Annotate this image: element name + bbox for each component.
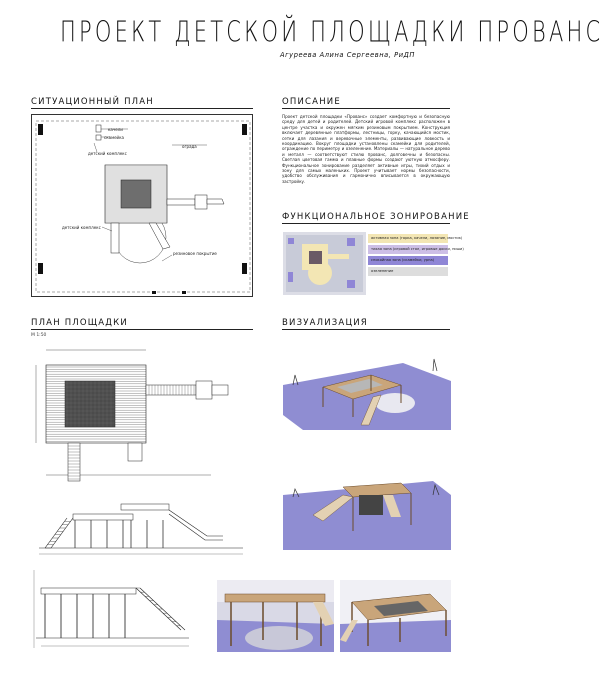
zoning-diagram <box>283 232 366 295</box>
heading-description: ОПИСАНИЕ <box>282 97 341 107</box>
label-bench: скамейка <box>104 135 125 140</box>
label-complex: детский комплекс <box>88 151 127 156</box>
heading-rule <box>31 108 253 109</box>
render-view-3 <box>217 580 334 652</box>
site-plan-svg <box>32 115 254 298</box>
heading-zoning: ФУНКЦИОНАЛЬНОЕ ЗОНИРОВАНИЕ <box>282 212 470 222</box>
page-title: ПРОЕКТ ДЕТСКОЙ ПЛОЩАДКИ ПРОВАНС <box>60 16 603 49</box>
plan-top-view <box>31 345 253 485</box>
author-name: Агуреева Алина Сергеевна, РиДП <box>280 51 415 59</box>
playground-complex <box>105 165 224 253</box>
bench-marker <box>38 124 43 135</box>
heading-rule <box>282 108 450 109</box>
heading-rule <box>282 329 450 330</box>
heading-plan: ПЛАН ПЛОЩАДКИ <box>31 318 128 328</box>
zoning-legend-calm: спокойная зона (скамейки, урна) <box>368 256 448 265</box>
render-view-4 <box>340 580 451 652</box>
description-text: Проект детской площадки «Прованс» создает комфортную и безопасную среду для детей и родителей. Детский игровой комплекс расположен в центре участка и окружен мягким резиновым покрытием. Конструкция включает деревянные платформы, лестницы, горку, качающийся мостик, сетки для лазания и веревочные элементы, развивающие ловкость и координацию. Вокруг площадки установлены скамейки для родителей, ограждение по периметру и озеленение. Материалы — натуральное дерево и металл — соответствуют стилю прованс, долговечны и безопасны. Светлая цветовая гамма и плавные формы создают уютную атмосферу. Функциональное зонирование разделяет активные игры, тихий отдых и зону для самых маленьких. Проект учитывает нормы безопасности, удобство обслуживания и гармонично вписывается в окружающую застройку. <box>282 114 450 184</box>
render-view-1 <box>283 345 451 430</box>
bench-marker <box>242 124 247 135</box>
plan-scale: М 1:50 <box>31 333 47 338</box>
bench-marker <box>96 135 101 140</box>
zoning-legend-active: активная зона (горка, качели, лазание, мостик) <box>368 234 448 243</box>
heading-visualization: ВИЗУАЛИЗАЦИЯ <box>282 318 368 328</box>
heading-rule <box>282 223 450 224</box>
bench-marker <box>96 125 101 132</box>
heading-site-plan: СИТУАЦИОННЫЙ ПЛАН <box>31 97 154 107</box>
site-plan-drawing <box>31 114 253 297</box>
plan-elevation-front <box>31 496 253 556</box>
label-fence: ограда <box>182 144 197 149</box>
heading-rule <box>31 329 253 330</box>
render-view-2 <box>283 455 451 550</box>
zoning-legend-quiet: тихая зона (игровой стол, игровые доски, ниши) <box>368 245 448 254</box>
label-swing: качели <box>108 127 123 132</box>
label-kids-complex: детский комплекс <box>62 225 101 230</box>
plan-elevation-side <box>31 568 191 650</box>
label-rubber: резиновое покрытие <box>173 251 217 256</box>
zoning-legend-green: озеленение <box>368 267 448 276</box>
bench-marker <box>38 263 43 274</box>
bench-marker <box>242 263 247 274</box>
